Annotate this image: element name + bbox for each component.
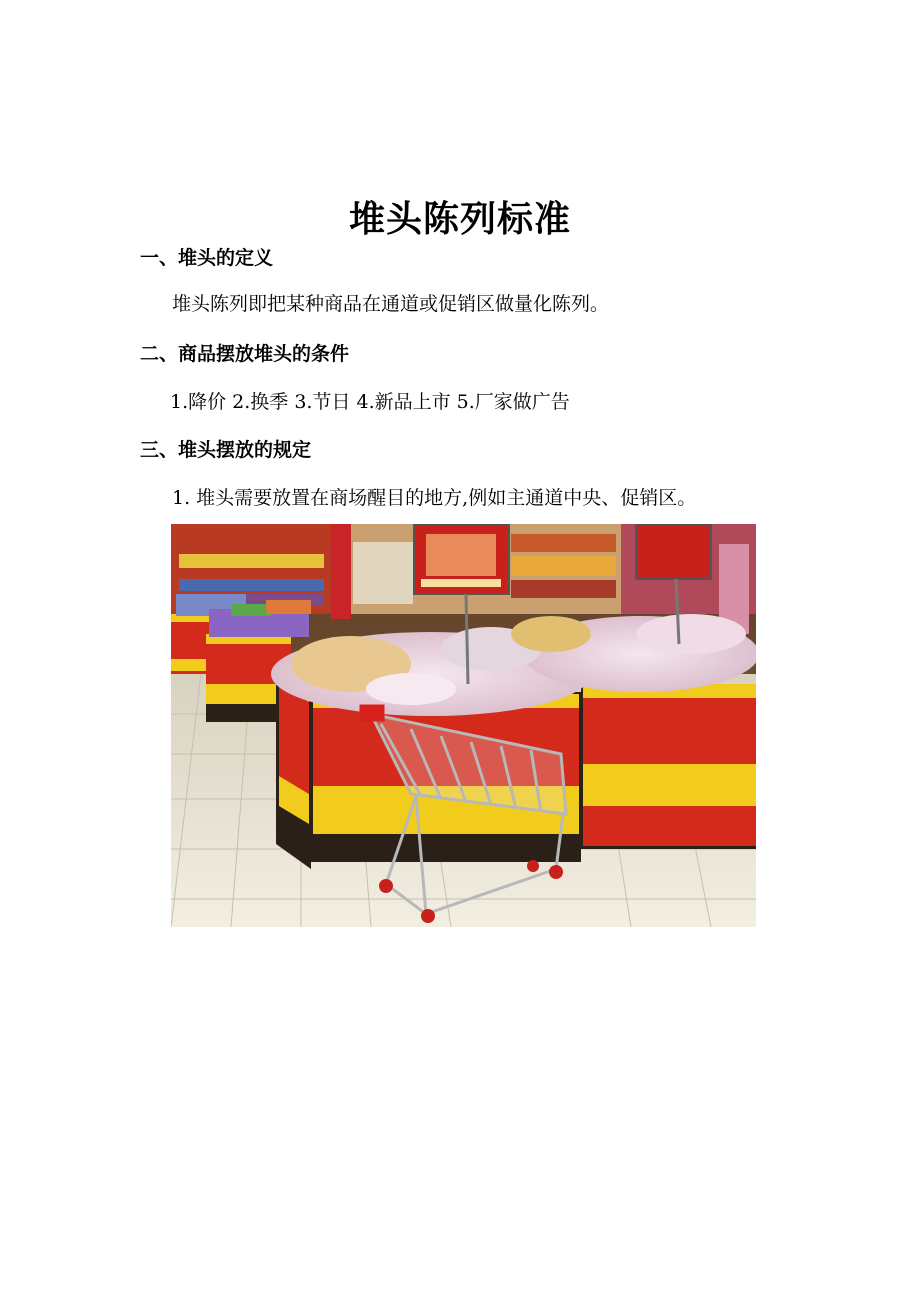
section-2-heading: 二、商品摆放堆头的条件 [140, 343, 350, 365]
section-3-heading: 三、堆头摆放的规定 [140, 439, 312, 461]
section-1-heading: 一、堆头的定义 [140, 247, 274, 269]
section-3-paragraph: 1. 堆头需要放置在商场醒目的地方,例如主通道中央、促销区。 [172, 487, 697, 509]
section-1-paragraph: 堆头陈列即把某种商品在通道或促销区做量化陈列。 [172, 293, 610, 315]
document-title: 堆头陈列标准 [348, 199, 571, 241]
section-2-paragraph: 1.降价 2.换季 3.节日 4.新品上市 5.厂家做广告 [170, 391, 570, 413]
display-photo-illustration [171, 524, 756, 927]
supermarket-display-photo [171, 524, 756, 927]
